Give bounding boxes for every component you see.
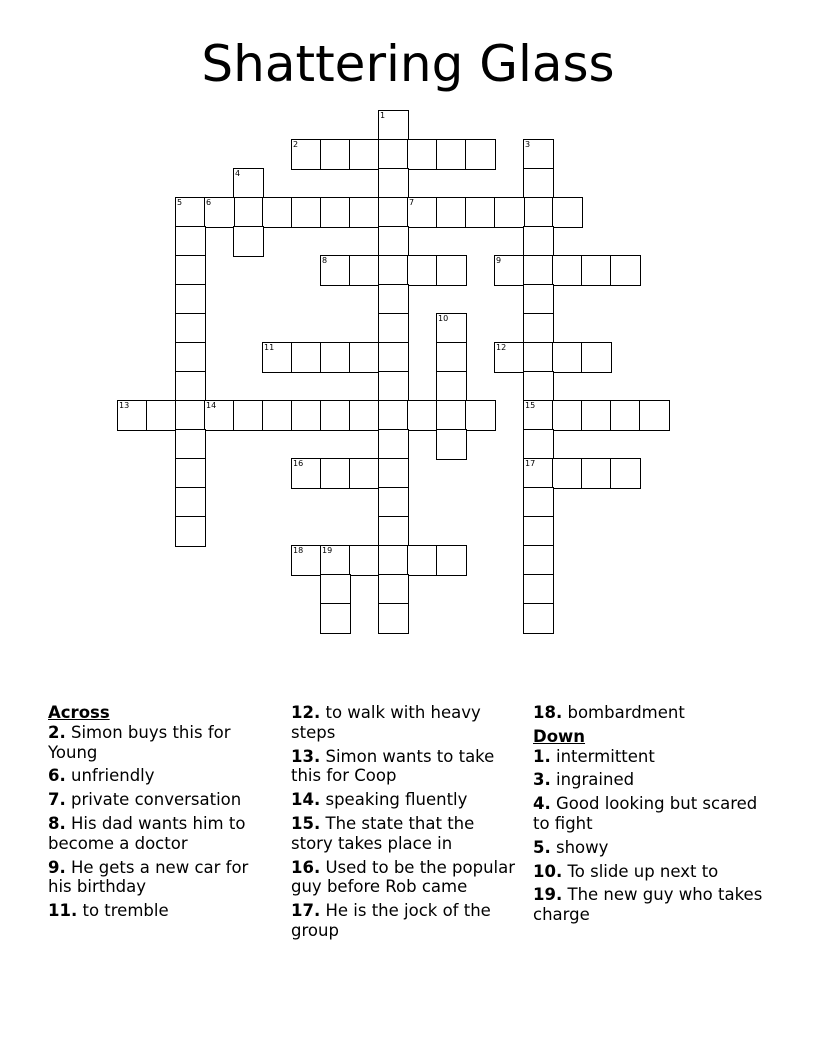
cell-number: 1 xyxy=(380,111,386,120)
grid-cell[interactable] xyxy=(523,400,554,431)
cell-number: 18 xyxy=(293,546,304,555)
grid-cell[interactable] xyxy=(436,545,467,576)
clue-item xyxy=(533,747,763,767)
clue-number: 14. xyxy=(291,790,321,810)
clue-number: 4. xyxy=(533,794,551,814)
grid-cell[interactable] xyxy=(378,313,409,344)
clue-number: 9. xyxy=(48,857,66,877)
grid-cell[interactable] xyxy=(175,342,206,373)
grid-cell[interactable] xyxy=(523,429,554,460)
grid-cell[interactable] xyxy=(494,255,525,286)
grid-cell[interactable] xyxy=(552,255,583,286)
grid-cell[interactable] xyxy=(436,400,467,431)
cell-number: 14 xyxy=(206,401,217,410)
clue-text: speaking fluently xyxy=(325,790,468,810)
grid-cell[interactable] xyxy=(378,168,409,199)
grid-cell[interactable] xyxy=(175,197,206,228)
clue-text: showy xyxy=(556,837,609,857)
clue-text: intermittent xyxy=(556,746,655,766)
grid-cell[interactable] xyxy=(349,458,380,489)
clue-text: bombardment xyxy=(567,703,685,722)
clue-text: The new guy who takes charge xyxy=(533,885,763,925)
grid-cell[interactable] xyxy=(378,197,409,228)
grid-cell[interactable] xyxy=(320,342,351,373)
grid-cell[interactable] xyxy=(175,371,206,402)
grid-cell[interactable] xyxy=(378,603,409,634)
grid-cell[interactable] xyxy=(320,574,351,605)
grid-cell[interactable] xyxy=(175,255,206,286)
clue-text: ingrained xyxy=(556,770,635,790)
grid-cell[interactable] xyxy=(175,487,206,518)
grid-cell[interactable] xyxy=(523,371,554,402)
cell-number: 3 xyxy=(525,140,531,149)
clue-number: 3. xyxy=(533,770,551,790)
clue-item xyxy=(291,814,519,854)
clue-number: 13. xyxy=(291,746,321,766)
grid-cell[interactable] xyxy=(552,197,583,228)
grid-cell[interactable] xyxy=(523,487,554,518)
grid-cell[interactable] xyxy=(378,342,409,373)
grid-cell[interactable] xyxy=(146,400,177,431)
grid-cell[interactable] xyxy=(523,516,554,547)
grid-cell[interactable] xyxy=(523,342,554,373)
clue-text: His dad wants him to become a doctor xyxy=(48,813,246,853)
clue-number: 16. xyxy=(291,857,321,877)
grid-cell[interactable] xyxy=(407,255,438,286)
grid-cell[interactable] xyxy=(378,284,409,315)
grid-cell[interactable] xyxy=(610,255,641,286)
clue-text: Used to be the popular guy before Rob came xyxy=(291,857,516,897)
grid-cell[interactable] xyxy=(378,139,409,170)
clue-number: 19. xyxy=(533,885,563,905)
grid-cell[interactable] xyxy=(175,284,206,315)
grid-cell[interactable] xyxy=(610,400,641,431)
grid-cell[interactable] xyxy=(320,255,351,286)
clue-number: 2. xyxy=(48,722,66,742)
grid-cell[interactable] xyxy=(262,342,293,373)
grid-cell[interactable] xyxy=(320,603,351,634)
cell-number: 6 xyxy=(206,198,212,207)
grid-cell[interactable] xyxy=(523,574,554,605)
clue-number: 5. xyxy=(533,837,551,857)
clue-item xyxy=(533,838,763,858)
grid-cell[interactable] xyxy=(407,400,438,431)
clue-item xyxy=(533,885,763,925)
grid-cell[interactable] xyxy=(494,342,525,373)
grid-cell[interactable] xyxy=(378,110,409,141)
cell-number: 2 xyxy=(293,140,299,149)
grid-cell[interactable] xyxy=(378,429,409,460)
clue-text: He gets a new car for his birthday xyxy=(48,857,249,897)
grid-cell[interactable] xyxy=(349,197,380,228)
grid-cell[interactable] xyxy=(581,458,612,489)
grid-cell[interactable] xyxy=(523,255,554,286)
clue-item xyxy=(291,747,519,787)
grid-cell[interactable] xyxy=(436,197,467,228)
grid-cell[interactable] xyxy=(291,458,322,489)
clue-column-3 xyxy=(533,703,763,929)
grid-cell[interactable] xyxy=(117,400,148,431)
clue-text: To slide up next to xyxy=(567,861,719,881)
grid-cell[interactable] xyxy=(523,458,554,489)
grid-cell[interactable] xyxy=(262,400,293,431)
grid-cell[interactable] xyxy=(175,226,206,257)
grid-cell[interactable] xyxy=(581,342,612,373)
grid-cell[interactable] xyxy=(291,139,322,170)
grid-cell[interactable] xyxy=(407,545,438,576)
cell-number: 4 xyxy=(235,169,241,178)
grid-cell[interactable] xyxy=(291,400,322,431)
clue-item xyxy=(291,858,519,898)
clue-text: Simon wants to take this for Coop xyxy=(291,746,495,786)
clue-text: Simon buys this for Young xyxy=(48,722,231,762)
grid-cell[interactable] xyxy=(349,400,380,431)
grid-cell[interactable] xyxy=(436,429,467,460)
grid-cell[interactable] xyxy=(523,284,554,315)
cell-number: 9 xyxy=(496,256,502,265)
cell-number: 11 xyxy=(264,343,275,352)
clue-number: 6. xyxy=(48,766,66,786)
clue-item xyxy=(48,901,273,921)
clue-number: 18. xyxy=(533,703,563,722)
clue-number: 12. xyxy=(291,703,321,722)
clue-number: 17. xyxy=(291,901,321,921)
grid-cell[interactable] xyxy=(262,197,293,228)
grid-cell[interactable] xyxy=(175,313,206,344)
grid-cell[interactable] xyxy=(378,226,409,257)
clue-item xyxy=(533,794,763,834)
cell-number: 19 xyxy=(322,546,333,555)
grid-cell[interactable] xyxy=(378,574,409,605)
clue-number: 11. xyxy=(48,901,78,921)
grid-cell[interactable] xyxy=(378,487,409,518)
puzzle-title: Shattering Glass xyxy=(201,35,615,93)
clue-column-2 xyxy=(291,703,519,945)
grid-cell[interactable] xyxy=(320,197,351,228)
grid-cell[interactable] xyxy=(233,226,264,257)
grid-cell[interactable] xyxy=(291,197,322,228)
grid-cell[interactable] xyxy=(175,400,206,431)
grid-cell[interactable] xyxy=(523,168,554,199)
grid-cell[interactable] xyxy=(378,545,409,576)
grid-cell[interactable] xyxy=(233,197,264,228)
grid-cell[interactable] xyxy=(175,429,206,460)
grid-cell[interactable] xyxy=(175,516,206,547)
grid-cell[interactable] xyxy=(465,197,496,228)
clue-number: 1. xyxy=(533,746,551,766)
grid-cell[interactable] xyxy=(291,342,322,373)
clue-item xyxy=(48,723,273,763)
cell-number: 15 xyxy=(525,401,536,410)
grid-cell[interactable] xyxy=(320,139,351,170)
grid-cell[interactable] xyxy=(349,139,380,170)
grid-cell[interactable] xyxy=(233,168,264,199)
clue-text: The state that the story takes place in xyxy=(291,813,475,853)
cell-number: 5 xyxy=(177,198,183,207)
grid-cell[interactable] xyxy=(436,313,467,344)
grid-cell[interactable] xyxy=(552,342,583,373)
clue-number: 8. xyxy=(48,813,66,833)
grid-cell[interactable] xyxy=(204,197,235,228)
grid-cell[interactable] xyxy=(349,342,380,373)
cell-number: 17 xyxy=(525,459,536,468)
grid-cell[interactable] xyxy=(407,197,438,228)
clue-item xyxy=(48,814,273,854)
clue-text: private conversation xyxy=(71,790,242,810)
grid-cell[interactable] xyxy=(581,255,612,286)
grid-cell[interactable] xyxy=(523,139,554,170)
clue-item xyxy=(533,862,763,882)
grid-cell[interactable] xyxy=(523,545,554,576)
grid-cell[interactable] xyxy=(378,255,409,286)
cell-number: 13 xyxy=(119,401,130,410)
grid-cell[interactable] xyxy=(523,313,554,344)
grid-cell[interactable] xyxy=(320,458,351,489)
clue-item xyxy=(291,790,519,810)
grid-cell[interactable] xyxy=(291,545,322,576)
grid-cell[interactable] xyxy=(552,458,583,489)
grid-cell[interactable] xyxy=(378,458,409,489)
clue-text: Good looking but scared to fight xyxy=(533,794,758,833)
clue-item xyxy=(533,703,763,723)
clue-text: to tremble xyxy=(82,901,169,921)
grid-cell[interactable] xyxy=(523,226,554,257)
clue-item xyxy=(291,703,519,743)
grid-cell[interactable] xyxy=(378,371,409,402)
grid-cell[interactable] xyxy=(436,371,467,402)
grid-cell[interactable] xyxy=(378,400,409,431)
clue-item xyxy=(48,766,273,786)
grid-cell[interactable] xyxy=(320,545,351,576)
cell-number: 8 xyxy=(322,256,328,265)
grid-cell[interactable] xyxy=(465,139,496,170)
grid-cell[interactable] xyxy=(436,139,467,170)
grid-cell[interactable] xyxy=(639,400,670,431)
cell-number: 10 xyxy=(438,314,449,323)
grid-cell[interactable] xyxy=(349,255,380,286)
grid-cell[interactable] xyxy=(523,603,554,634)
clue-number: 15. xyxy=(291,813,321,833)
grid-cell[interactable] xyxy=(407,139,438,170)
across-heading: Across xyxy=(48,703,110,722)
grid-cell[interactable] xyxy=(349,545,380,576)
clue-text: unfriendly xyxy=(71,766,155,786)
grid-cell[interactable] xyxy=(581,400,612,431)
cell-number: 7 xyxy=(409,198,415,207)
grid-cell[interactable] xyxy=(233,400,264,431)
grid-cell[interactable] xyxy=(436,255,467,286)
grid-cell[interactable] xyxy=(320,400,351,431)
grid-cell[interactable] xyxy=(204,400,235,431)
grid-cell[interactable] xyxy=(523,197,554,228)
grid-cell[interactable] xyxy=(552,400,583,431)
clue-item xyxy=(291,901,519,941)
clue-column-1 xyxy=(48,703,273,925)
clue-number: 10. xyxy=(533,861,563,881)
clue-text: He is the jock of the group xyxy=(291,901,491,940)
clue-item xyxy=(48,790,273,810)
grid-cell[interactable] xyxy=(610,458,641,489)
grid-cell[interactable] xyxy=(175,458,206,489)
clue-item xyxy=(48,858,273,898)
grid-cell[interactable] xyxy=(378,516,409,547)
cell-number: 12 xyxy=(496,343,507,352)
clue-number: 7. xyxy=(48,790,66,810)
grid-cell[interactable] xyxy=(465,400,496,431)
down-heading: Down xyxy=(533,726,586,746)
grid-cell[interactable] xyxy=(494,197,525,228)
clue-text: to walk with heavy steps xyxy=(291,703,481,742)
clue-item xyxy=(533,770,763,790)
grid-cell[interactable] xyxy=(436,342,467,373)
cell-number: 16 xyxy=(293,459,304,468)
